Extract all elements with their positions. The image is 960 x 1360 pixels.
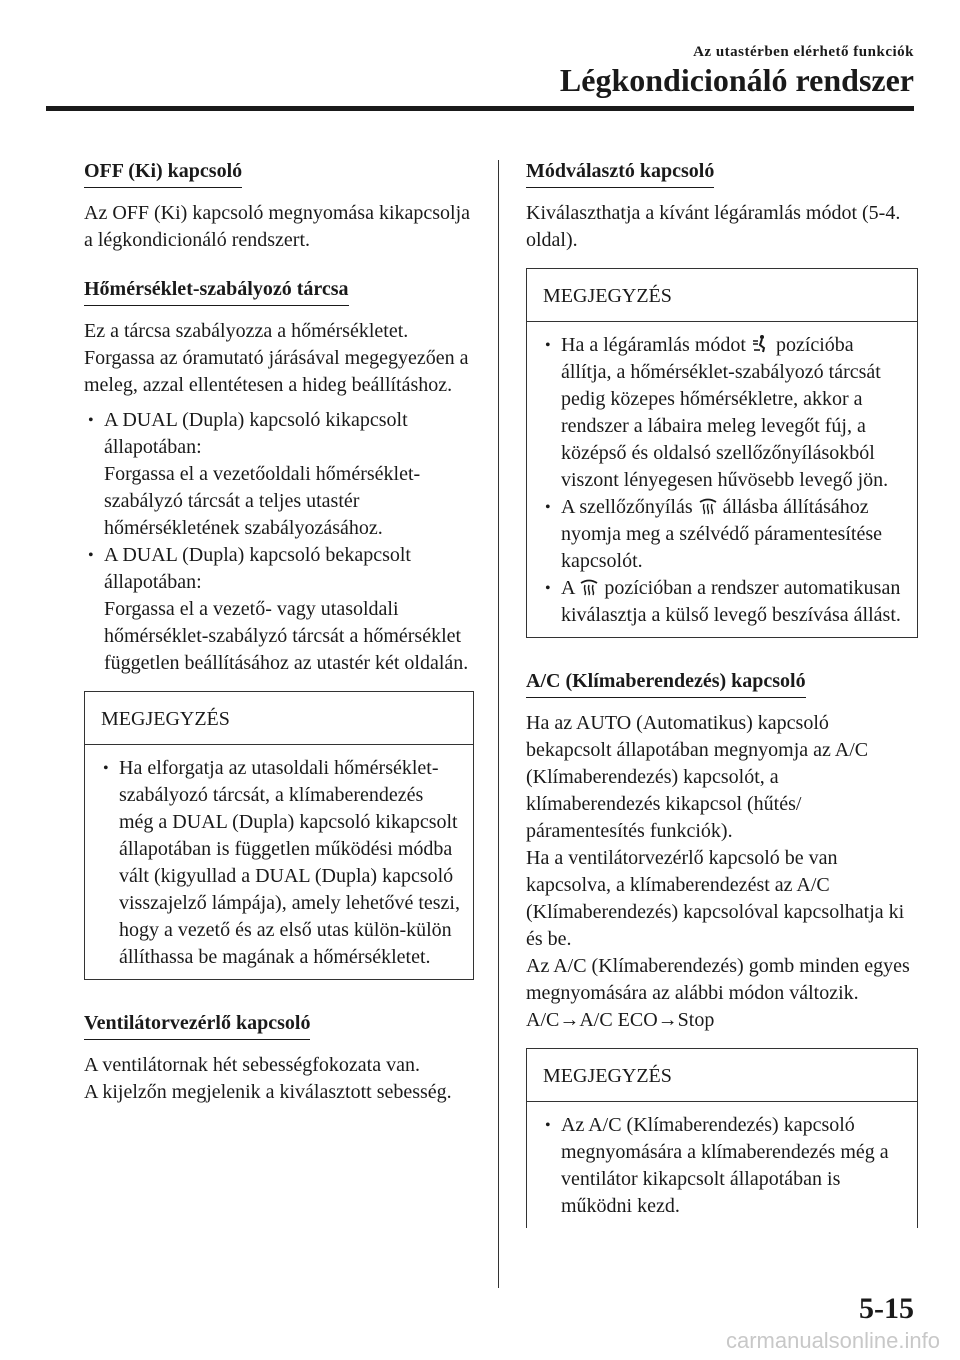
list-item — [541, 1112, 905, 1220]
bullet-icon: • — [545, 1117, 551, 1134]
off-switch-heading: OFF (Ki) kapcsoló — [84, 159, 242, 188]
temp-dial-list — [84, 407, 474, 677]
list-item — [84, 542, 474, 677]
note-text: Az A/C (Klímaberendezés) kapcsoló megnyomására a klímaberendezés még a ventilátor kikapcsolt állapotában is működni kezd. — [561, 1114, 889, 1217]
airflow-face-feet-icon — [751, 334, 771, 354]
list-item — [541, 332, 905, 494]
header-rule — [46, 106, 914, 111]
note-title: MEGJEGYZÉS — [85, 692, 473, 745]
watermark: carmanualsonline.info — [725, 1328, 940, 1353]
bullet-icon: • — [545, 580, 551, 597]
note-box — [84, 691, 474, 980]
list-item — [541, 575, 905, 629]
fan-switch-text-1: A ventilátornak hét sebességfokozata van. — [84, 1054, 420, 1076]
note-text: állásba állításához nyomja meg a szélvédő páramentesítése kapcsolót. — [561, 496, 882, 572]
bullet-icon: • — [88, 547, 94, 564]
bullet-icon: • — [88, 412, 94, 429]
fan-switch-heading: Ventilátorvezérlő kapcsoló — [84, 1011, 310, 1040]
note-text: pozícióba állítja, a hőmérséklet-szabályozó tárcsát pedig közepes hőmérsékletre, akkor a rendszer a lábaira meleg levegőt fúj, a középső és oldalsó szellőzőnyílásokból viszont lényegesen hűvösebb levegő jön. — [561, 334, 889, 491]
mode-switch-heading: Módválasztó kapcsoló — [526, 159, 714, 188]
list-item-detail: Forgassa el a vezető- vagy utasoldali hőmérséklet-szabályzó tárcsát a hőmérséklet független beállításához az utastér két oldalán. — [104, 598, 469, 674]
page-number: 5-15 — [859, 1292, 914, 1325]
bullet-icon: • — [545, 499, 551, 516]
page-title: Légkondicionáló rendszer — [559, 62, 914, 98]
note-text: A szellőzőnyílás — [561, 496, 693, 518]
note-box — [526, 268, 918, 638]
note-title: MEGJEGYZÉS — [527, 1049, 917, 1102]
list-item-lead: A DUAL (Dupla) kapcsoló bekapcsolt állapotában: — [104, 544, 411, 593]
temp-dial-heading: Hőmérséklet-szabályozó tárcsa — [84, 277, 349, 306]
bullet-icon: • — [103, 760, 109, 777]
note-text: pozícióban a rendszer automatikusan kiválasztja a külső levegő beszívása állást. — [561, 577, 901, 626]
left-column — [84, 158, 474, 1114]
temp-dial-text: Ez a tárcsa szabályozza a hőmérsékletet. Forgassa az óramutató járásával megegyezően a meleg, azzal ellentétesen a hideg beállításhoz. — [84, 320, 469, 396]
ac-switch-text-2: Ha a ventilátorvezérlő kapcsoló be van kapcsolva, a klímaberendezést az A/C (Klímaberendezés) kapcsolóval kapcsolhatja ki és be. — [526, 847, 905, 950]
list-item-detail: Forgassa el a vezetőoldali hőmérséklet-szabályzó tárcsát a teljes utastér hőmérsékletének szabályozásához. — [104, 463, 421, 539]
list-item — [99, 755, 461, 971]
ac-switch-text-1: Ha az AUTO (Automatikus) kapcsoló bekapcsolt állapotában megnyomja az A/C (Klímaberendezés) kapcsolót, a klímaberendezés kikapcsol (hűtés/ páramentesítés funkciók). — [526, 712, 869, 842]
note-text: Ha a légáramlás módot — [561, 334, 746, 356]
ac-switch-heading: A/C (Klímaberendezés) kapcsoló — [526, 669, 806, 698]
bullet-icon: • — [545, 337, 551, 354]
note-title: MEGJEGYZÉS — [527, 269, 917, 322]
fan-switch-text-2: A kijelzőn megjelenik a kiválasztott sebesség. — [84, 1081, 452, 1103]
column-divider — [498, 160, 499, 1288]
windshield-defrost-icon — [579, 577, 599, 597]
windshield-defrost-icon — [698, 496, 718, 516]
list-item — [541, 494, 905, 575]
list-item-lead: A DUAL (Dupla) kapcsoló kikapcsolt állapotában: — [104, 409, 408, 458]
header-subtitle: Az utastérben elérhető funkciók — [693, 44, 914, 60]
right-column — [526, 158, 918, 1244]
ac-mode-sequence: A/C→A/C ECO→Stop — [526, 1009, 715, 1031]
list-item — [84, 407, 474, 542]
ac-switch-text-3: Az A/C (Klímaberendezés) gomb minden egyes megnyomására az alábbi módon változik. — [526, 955, 910, 1004]
note-text: A — [561, 577, 575, 599]
note-text: Ha elforgatja az utasoldali hőmérséklet-szabályozó tárcsát, a klímaberendezés még a DUAL (Dupla) kapcsoló kikapcsolt állapotában is független működési módba vált (kigyullad a DUAL (Dupla) kapcsoló visszajelző lámpája), amely lehetővé teszi, hogy a vezető és az első utas külön-külön állíthassa be magának a hőmérsékletet. — [119, 757, 460, 968]
mode-switch-text: Kiválaszthatja a kívánt légáramlás módot (5-4. oldal). — [526, 202, 901, 251]
note-box — [526, 1048, 918, 1228]
off-switch-text: Az OFF (Ki) kapcsoló megnyomása kikapcsolja a légkondicionáló rendszert. — [84, 202, 471, 251]
